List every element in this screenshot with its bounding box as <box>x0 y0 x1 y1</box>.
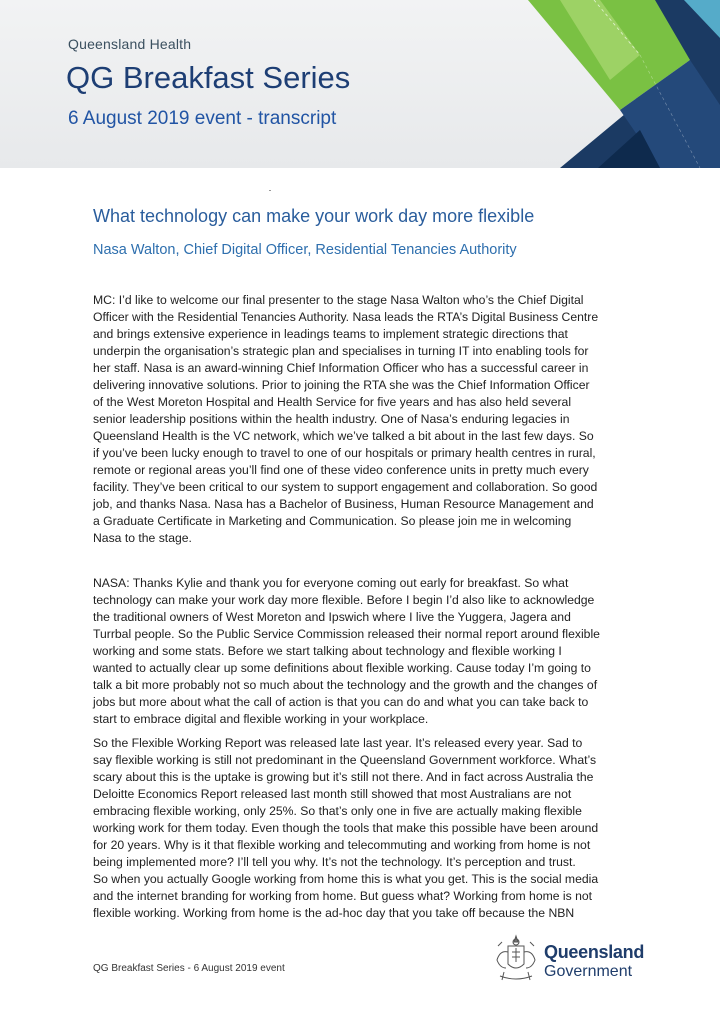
transcript-line: scary about this is the uptake is growing but it’s still not there. And in fact across Australia the <box>93 770 594 784</box>
transcript-line: say flexible working is still not predominant in the Queensland Government workforce. What’s <box>93 753 597 767</box>
transcript-line: embracing flexible working, only 25%. So that’s only one in five are actually making flexible <box>93 804 582 818</box>
transcript-line: Queensland Health is the VC network, which we’ve talked a bit about in the last few days. So <box>93 429 594 443</box>
transcript-line: and the internet branding for working from home. But guess what? Working from home is not <box>93 889 593 903</box>
transcript-line: a Graduate Certificate in Marketing and Communication. So please join me in welcoming <box>93 514 572 528</box>
transcript-line: being implemented more? I’ll tell you why. It’s not the technology. It’s perception and trust. <box>93 855 576 869</box>
page-title: QG Breakfast Series <box>66 60 351 95</box>
page-subtitle: 6 August 2019 event - transcript <box>68 108 337 129</box>
section-title: What technology can make your work day more flexible <box>93 206 535 226</box>
transcript-line: Turrbal people. So the Public Service Commission released their normal report around flexible <box>93 627 600 641</box>
transcript-line: senior leadership positions within the health industry. One of Nasa’s enduring legacies in <box>93 412 570 426</box>
transcript-paragraph-mc <box>93 292 633 547</box>
stray-mark <box>269 190 271 191</box>
transcript-line: Nasa to the stage. <box>93 531 192 545</box>
transcript-line: wanted to actually clear up some definitions about flexible working. Cause today I’m going to <box>93 661 591 675</box>
transcript-line: for 20 years. Why is it that flexible working and telecommuting and working from home is not <box>93 838 591 852</box>
transcript-line: So the Flexible Working Report was released late last year. It’s released every year. Sad to <box>93 736 583 750</box>
transcript-line: the traditional owners of West Moreton and Ipswich where I live the Yuggera, Jagera and <box>93 610 571 624</box>
logo-line-2: Government <box>544 963 633 980</box>
transcript-line: and brings extensive experience in leadings teams to implement strategic directions that <box>93 327 568 341</box>
transcript-paragraph-report <box>93 735 633 922</box>
transcript-line: underpin the organisation’s strategic plan and specialises in turning IT into enabling tools for <box>93 344 589 358</box>
brand-name: Queensland Health <box>68 36 192 52</box>
transcript-line: jobs but more about what the call of action is that you can do and what you can take back to <box>93 695 589 709</box>
transcript-line: remote or regional areas you’ll find one of these video conference units in pretty much every <box>93 463 589 477</box>
transcript-line: working and some stats. Before we start talking about technology and flexible working I <box>93 644 562 658</box>
transcript-line: job, and thanks Nasa. Nasa has a Bachelor of Business, Human Resource Management and <box>93 497 594 511</box>
transcript-line: of the West Moreton Hospital and Health Service for five years and has also held several <box>93 395 572 409</box>
transcript-line: facility. They’ve been critical to our system to support engagement and collaboration. So good <box>93 480 598 494</box>
transcript-line: So when you actually Google working from home this is what you get. This is the social media <box>93 872 599 886</box>
transcript-line: delivering innovative solutions. Prior to joining the RTA she was the Chief Information Officer <box>93 378 590 392</box>
speaker-line: Nasa Walton, Chief Digital Officer, Residential Tenancies Authority <box>93 242 517 258</box>
transcript-line: Officer with the Residential Tenancies Authority. Nasa leads the RTA’s Digital Business Centre <box>93 310 599 324</box>
page-footer: QG Breakfast Series - 6 August 2019 event <box>93 963 285 974</box>
transcript-line: MC: I’d like to welcome our final presenter to the stage Nasa Walton who’s the Chief Digital <box>93 293 584 307</box>
transcript-line: NASA: Thanks Kylie and thank you for everyone coming out early for breakfast. So what <box>93 576 569 590</box>
logo-line-1: Queensland <box>544 942 645 962</box>
transcript-line: flexible working. Working from home is the ad-hoc day that you take off because the NBN <box>93 906 575 920</box>
transcript-line: talk a bit more probably not so much about the technology and the growth and the changes of <box>93 678 598 692</box>
coat-of-arms-icon <box>492 932 540 988</box>
transcript-line: technology can make your work day more flexible. Before I begin I’d also like to acknowledge <box>93 593 595 607</box>
page-header <box>0 0 720 168</box>
transcript-line: Deloitte Economics Report released last month still showed that most Australians are not <box>93 787 572 801</box>
transcript-line: if you’ve been lucky enough to travel to one of our hospitals or primary health centres in rural, <box>93 446 596 460</box>
transcript-paragraph-nasa-intro <box>93 575 633 728</box>
transcript-line: working work for them today. Even though the tools that make this possible have been around <box>93 821 599 835</box>
queensland-government-logo <box>492 932 645 988</box>
transcript-line: start to embrace digital and flexible working in your workplace. <box>93 712 429 726</box>
transcript-line: her staff. Nasa is an award-winning Chief Information Officer who has a successful career in <box>93 361 589 375</box>
